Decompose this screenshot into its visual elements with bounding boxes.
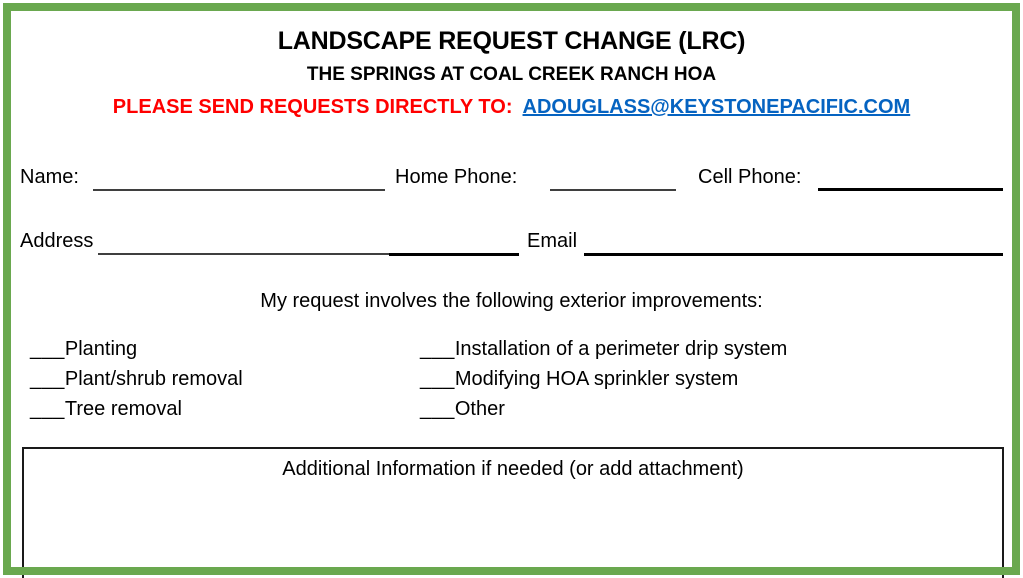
additional-info-heading: Additional Information if needed (or add attachment) [282,458,744,480]
option-label: Plant/shrub removal [64,368,243,390]
cell-phone-blank-line[interactable] [818,188,1003,191]
request-prompt: My request involves the following exterior improvements: [260,290,763,312]
checkbox-blank[interactable]: ___ [30,398,65,420]
option-label: Tree removal [64,398,182,420]
home-phone-blank-line[interactable] [550,189,676,191]
option-label: Installation of a perimeter drip system [454,338,788,360]
option-planting [30,338,137,361]
email-blank-line[interactable] [584,253,1003,256]
option-label: Other [454,398,505,420]
option-tree-removal [30,398,182,421]
option-perimeter-drip-system [420,338,787,361]
option-plant-shrub-removal [30,368,243,391]
option-label: Modifying HOA sprinkler system [454,368,739,390]
additional-info-box[interactable] [22,447,1004,578]
email-label: Email [527,230,578,252]
name-label: Name: [20,166,79,188]
checkbox-blank[interactable]: ___ [420,338,455,360]
address-blank-line[interactable] [98,253,389,255]
address-blank-line-bold[interactable] [389,253,519,256]
option-modifying-sprinkler-system [420,368,738,391]
checkbox-blank[interactable]: ___ [420,368,455,390]
checkbox-blank[interactable]: ___ [30,368,65,390]
hoa-name: THE SPRINGS AT COAL CREEK RANCH HOA [306,64,717,85]
option-label: Planting [64,338,138,360]
send-requests-notice [0,96,1023,119]
notice-label: PLEASE SEND REQUESTS DIRECTLY TO: [112,96,513,118]
cell-phone-label: Cell Phone: [698,166,802,188]
email-link[interactable]: ADOUGLASS@KEYSTONEPACIFIC.COM [522,96,911,118]
checkbox-blank[interactable]: ___ [420,398,455,420]
option-other [420,398,505,421]
address-label: Address [20,230,94,252]
checkbox-blank[interactable]: ___ [30,338,65,360]
home-phone-label: Home Phone: [395,166,518,188]
name-blank-line[interactable] [93,189,385,191]
form-title: LANDSCAPE REQUEST CHANGE (LRC) [277,27,746,55]
